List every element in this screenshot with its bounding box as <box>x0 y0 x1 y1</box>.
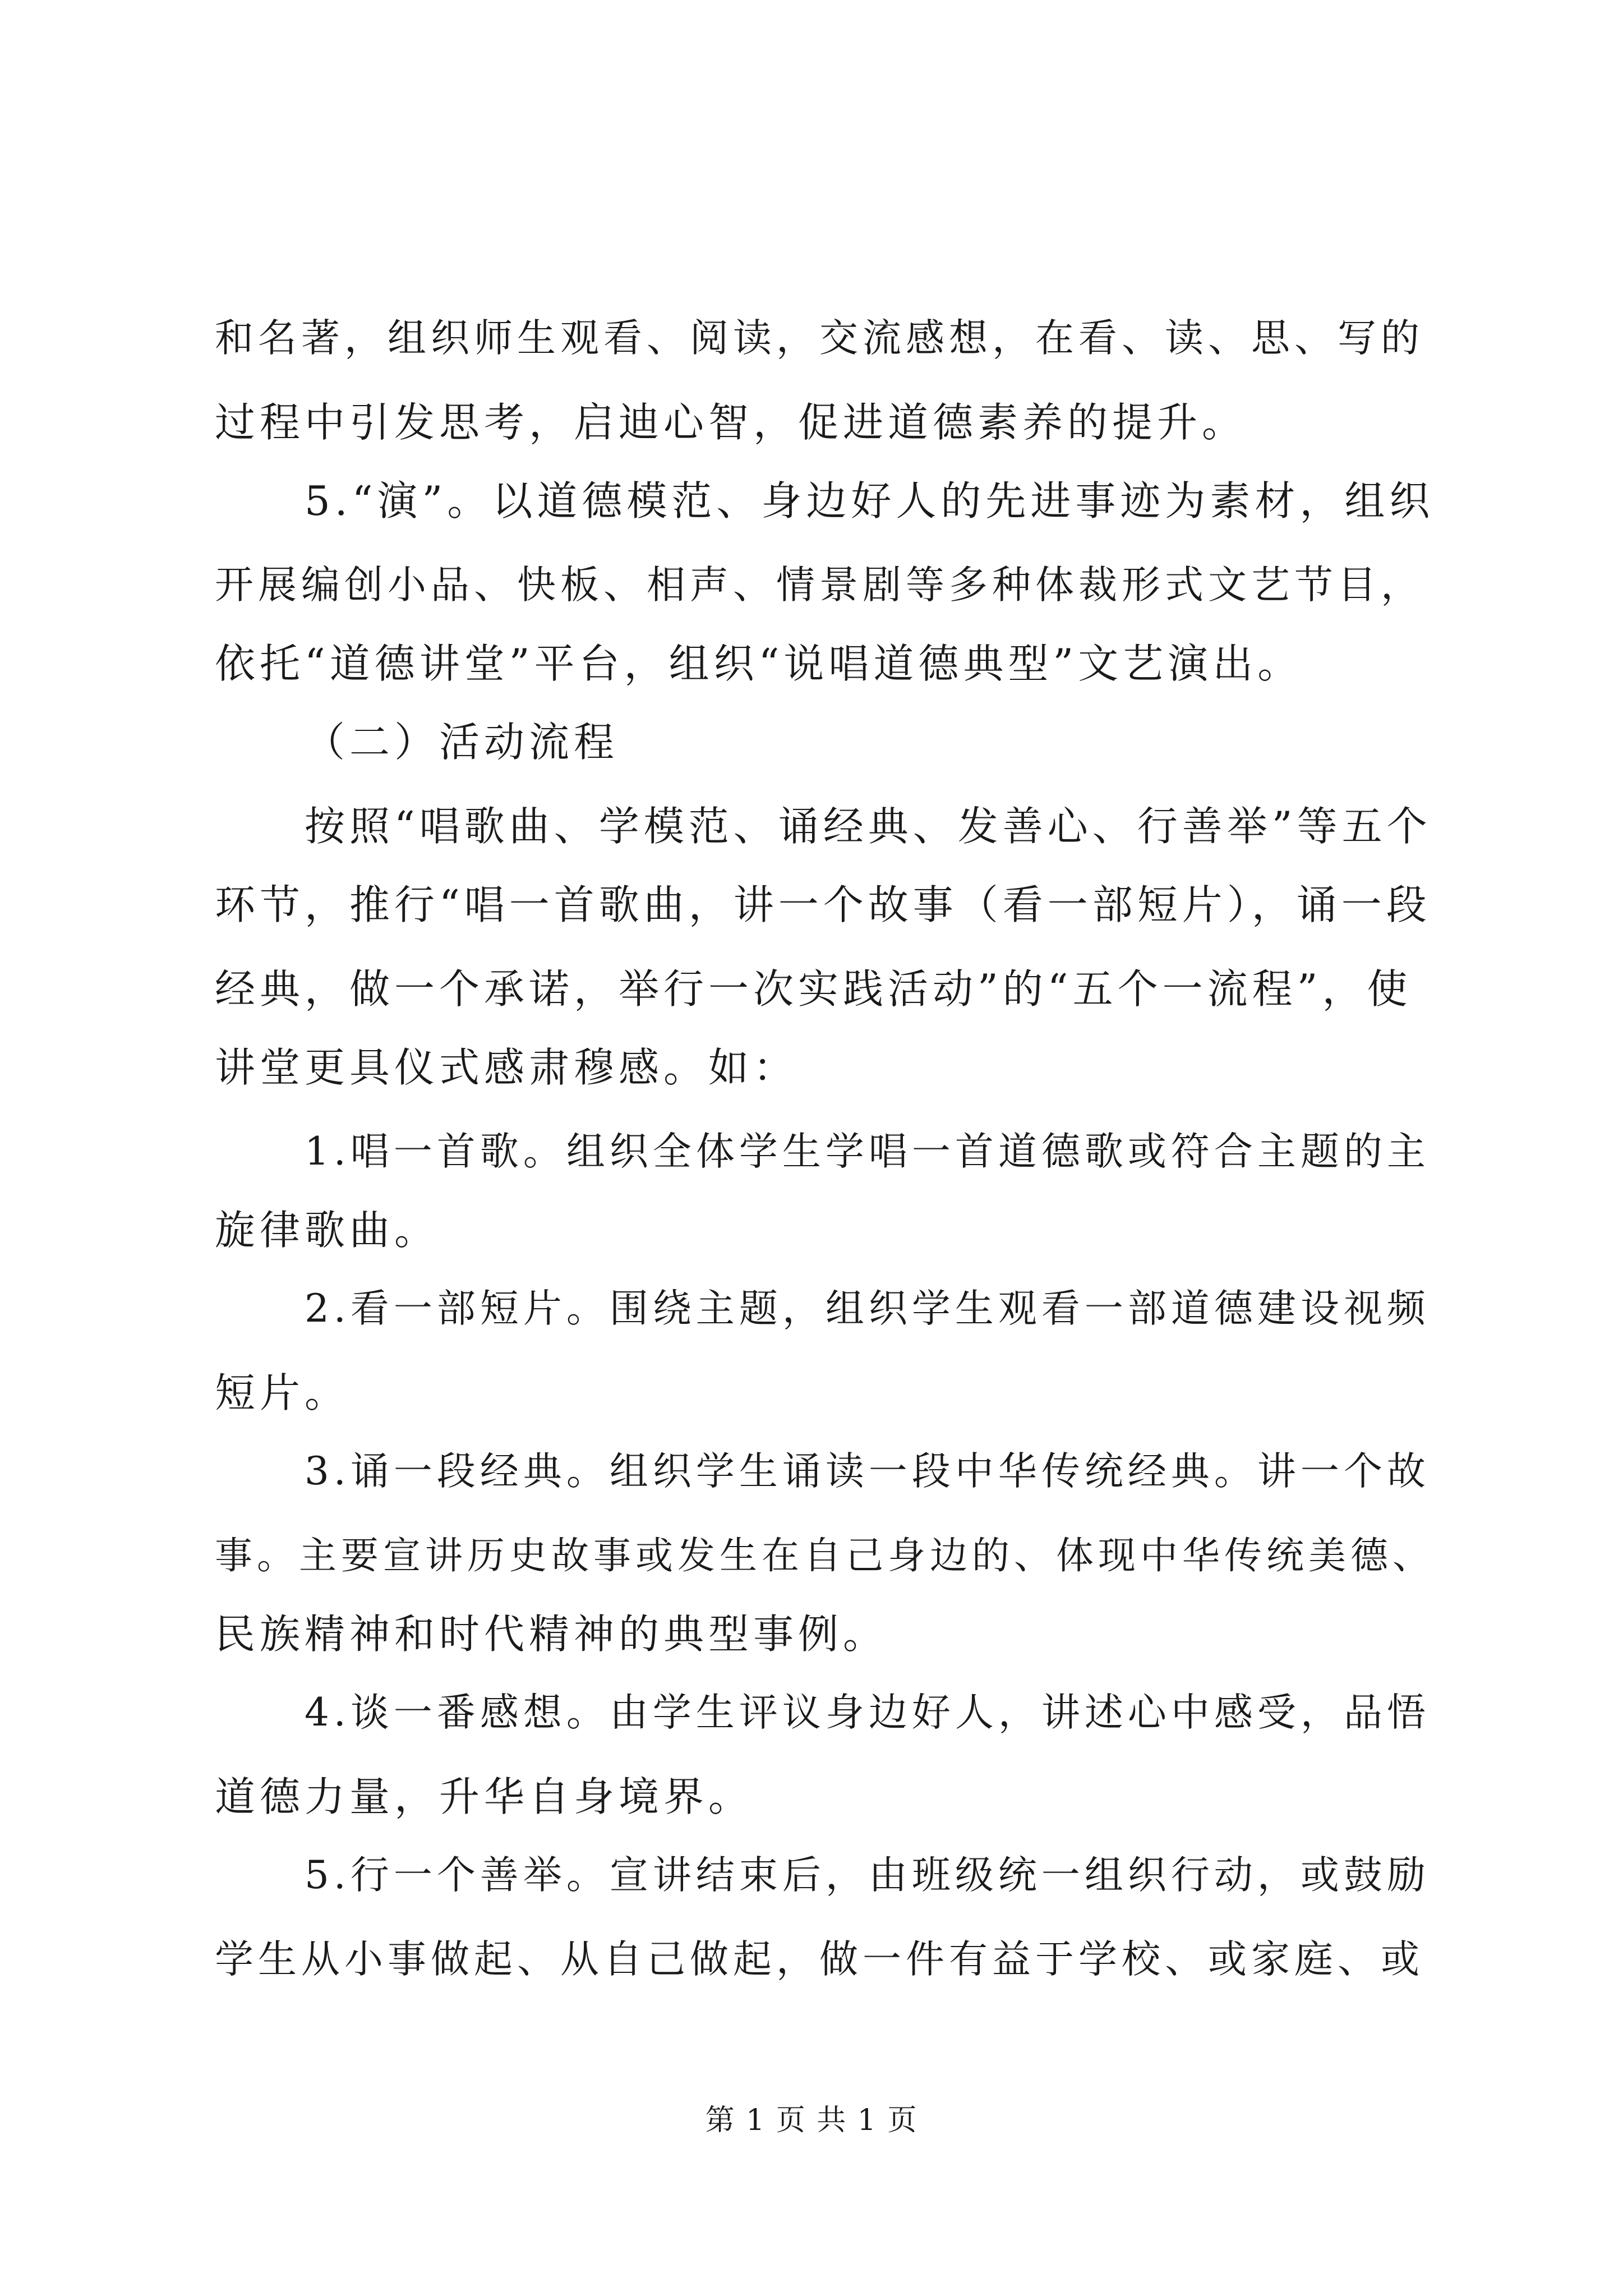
list-item-line: 旋律歌曲。 <box>215 1207 440 1254</box>
list-item-line: 2.看一部短片。围绕主题，组织学生观看一部道德建设视频 <box>305 1286 1430 1331</box>
list-item-line: 道德力量，升华自身境界。 <box>215 1773 754 1820</box>
body-line: 依托“道德讲堂”平台，组织“说唱道德典型”文艺演出。 <box>215 640 1303 687</box>
list-item-line: 学生从小事做起、从自己做起，做一件有益于学校、或家庭、或 <box>215 1937 1424 1982</box>
list-item-line: 民族精神和时代精神的典型事例。 <box>215 1611 888 1658</box>
list-item-line: 1.唱一首歌。组织全体学生学唱一首道德歌或符合主题的主 <box>305 1129 1430 1174</box>
list-item-line: 3.诵一段经典。组织学生诵读一段中华传统经典。讲一个故 <box>305 1449 1430 1494</box>
page-number-footer: 第 1 页 共 1 页 <box>705 2104 918 2137</box>
body-line: 过程中引发思考，启迪心智，促进道德素养的提升。 <box>215 399 1247 446</box>
body-line: 按照“唱歌曲、学模范、诵经典、发善心、行善举”等五个 <box>305 803 1432 850</box>
list-item-line: 事。主要宣讲历史故事或发生在自己身边的、体现中华传统美德、 <box>215 1534 1435 1577</box>
body-line: 讲堂更具仪式感肃穆感。如： <box>215 1044 799 1091</box>
body-line: 和名著，组织师生观看、阅读，交流感想，在看、读、思、写的 <box>215 316 1424 361</box>
body-line: 开展编创小品、快板、相声、情景剧等多种体裁形式文艺节目， <box>215 563 1424 608</box>
list-item-line: 短片。 <box>215 1369 350 1416</box>
list-item-line: 5.行一个善举。宣讲结束后，由班级统一组织行动，或鼓励 <box>305 1853 1430 1898</box>
list-item-line: 4.谈一番感想。由学生评议身边好人，讲述心中感受，品悟 <box>305 1690 1430 1735</box>
body-line: 经典，做一个承诺，举行一次实践活动”的“五个一流程”，使 <box>215 965 1412 1013</box>
body-line: 5.“演”。以道德模范、身边好人的先进事迹为素材，组织 <box>305 477 1435 524</box>
section-heading: （二）活动流程 <box>305 719 619 766</box>
body-line: 环节，推行“唱一首歌曲，讲一个故事（看一部短片），诵一段 <box>215 881 1431 928</box>
